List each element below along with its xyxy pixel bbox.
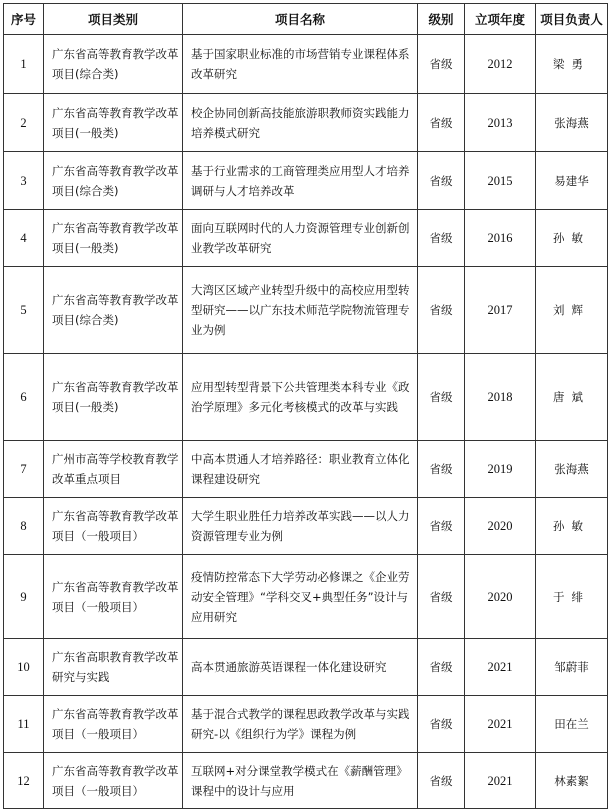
cell-category: 广东省高等教育教学改革项目(一般类) <box>44 94 183 152</box>
cell-year: 2016 <box>465 210 536 267</box>
cell-category: 广东省高等教育教学改革项目（一般项目） <box>44 498 183 555</box>
cell-leader: 梁勇 <box>536 35 608 94</box>
cell-level: 省级 <box>418 152 465 210</box>
cell-name: 中高本贯通人才培养路径：职业教育立体化课程建设研究 <box>183 441 418 498</box>
cell-no: 1 <box>4 35 44 94</box>
cell-category: 广东省高等教育教学改革项目(一般类) <box>44 354 183 441</box>
cell-level: 省级 <box>418 210 465 267</box>
table-row <box>4 94 608 152</box>
cell-year: 2021 <box>465 696 536 753</box>
cell-name: 面向互联网时代的人力资源管理专业创新创业教学改革研究 <box>183 210 418 267</box>
cell-no: 11 <box>4 696 44 753</box>
table-row <box>4 498 608 555</box>
cell-level: 省级 <box>418 354 465 441</box>
cell-level: 省级 <box>418 753 465 809</box>
header-leader: 项目负责人 <box>536 4 608 35</box>
cell-name: 互联网+对分课堂教学模式在《薪酬管理》课程中的设计与应用 <box>183 753 418 809</box>
cell-category: 广东省高职教育教学改革研究与实践 <box>44 639 183 696</box>
cell-leader: 易建华 <box>536 152 608 210</box>
cell-level: 省级 <box>418 267 465 354</box>
cell-no: 5 <box>4 267 44 354</box>
cell-year: 2020 <box>465 555 536 639</box>
table-row <box>4 152 608 210</box>
cell-leader: 唐斌 <box>536 354 608 441</box>
cell-category: 广东省高等教育教学改革项目(综合类) <box>44 152 183 210</box>
table-row <box>4 555 608 639</box>
cell-name: 疫情防控常态下大学劳动必修课之《企业劳动安全管理》“学科交叉+典型任务”设计与应用研究 <box>183 555 418 639</box>
cell-level: 省级 <box>418 94 465 152</box>
cell-category: 广东省高等教育教学改革项目(综合类) <box>44 267 183 354</box>
cell-year: 2018 <box>465 354 536 441</box>
cell-no: 8 <box>4 498 44 555</box>
cell-category: 广东省高等教育教学改革项目(综合类) <box>44 35 183 94</box>
cell-level: 省级 <box>418 639 465 696</box>
cell-name: 基于混合式教学的课程思政教学改革与实践研究-以《组织行为学》课程为例 <box>183 696 418 753</box>
header-category: 项目类别 <box>44 4 183 35</box>
cell-leader: 孙敏 <box>536 498 608 555</box>
cell-no: 2 <box>4 94 44 152</box>
projects-table <box>3 3 608 809</box>
table-row <box>4 753 608 809</box>
header-name: 项目名称 <box>183 4 418 35</box>
cell-year: 2019 <box>465 441 536 498</box>
cell-leader: 孙敏 <box>536 210 608 267</box>
cell-year: 2021 <box>465 639 536 696</box>
cell-name: 应用型转型背景下公共管理类本科专业《政治学原理》多元化考核模式的改革与实践 <box>183 354 418 441</box>
cell-category: 广东省高等教育教学改革项目（一般项目） <box>44 555 183 639</box>
cell-year: 2021 <box>465 753 536 809</box>
cell-no: 10 <box>4 639 44 696</box>
cell-name: 高本贯通旅游英语课程一体化建设研究 <box>183 639 418 696</box>
cell-name: 校企协同创新高技能旅游职教师资实践能力培养模式研究 <box>183 94 418 152</box>
cell-name: 大学生职业胜任力培养改革实践——以人力资源管理专业为例 <box>183 498 418 555</box>
cell-leader: 于绯 <box>536 555 608 639</box>
cell-name: 基于行业需求的工商管理类应用型人才培养调研与人才培养改革 <box>183 152 418 210</box>
cell-no: 12 <box>4 753 44 809</box>
cell-leader: 刘辉 <box>536 267 608 354</box>
cell-year: 2020 <box>465 498 536 555</box>
cell-level: 省级 <box>418 498 465 555</box>
cell-no: 6 <box>4 354 44 441</box>
cell-level: 省级 <box>418 555 465 639</box>
cell-no: 3 <box>4 152 44 210</box>
header-row <box>4 4 608 35</box>
cell-leader: 张海燕 <box>536 94 608 152</box>
table-row <box>4 639 608 696</box>
table-row <box>4 267 608 354</box>
header-no: 序号 <box>4 4 44 35</box>
cell-leader: 张海燕 <box>536 441 608 498</box>
cell-level: 省级 <box>418 35 465 94</box>
table-row <box>4 354 608 441</box>
table-row <box>4 35 608 94</box>
table-row <box>4 696 608 753</box>
cell-no: 7 <box>4 441 44 498</box>
cell-leader: 田在兰 <box>536 696 608 753</box>
cell-name: 基于国家职业标准的市场营销专业课程体系改革研究 <box>183 35 418 94</box>
cell-leader: 林素絮 <box>536 753 608 809</box>
cell-year: 2013 <box>465 94 536 152</box>
cell-level: 省级 <box>418 696 465 753</box>
cell-no: 4 <box>4 210 44 267</box>
header-year: 立项年度 <box>465 4 536 35</box>
cell-name: 大湾区区域产业转型升级中的高校应用型转型研究——以广东技术师范学院物流管理专业为例 <box>183 267 418 354</box>
cell-category: 广州市高等学校教育教学改革重点项目 <box>44 441 183 498</box>
table-row <box>4 441 608 498</box>
cell-leader: 邹蔚菲 <box>536 639 608 696</box>
header-level: 级别 <box>418 4 465 35</box>
cell-year: 2017 <box>465 267 536 354</box>
cell-year: 2012 <box>465 35 536 94</box>
cell-level: 省级 <box>418 441 465 498</box>
cell-category: 广东省高等教育教学改革项目（一般项目） <box>44 696 183 753</box>
cell-category: 广东省高等教育教学改革项目（一般项目） <box>44 753 183 809</box>
cell-year: 2015 <box>465 152 536 210</box>
cell-category: 广东省高等教育教学改革项目(一般类) <box>44 210 183 267</box>
cell-no: 9 <box>4 555 44 639</box>
table-row <box>4 210 608 267</box>
